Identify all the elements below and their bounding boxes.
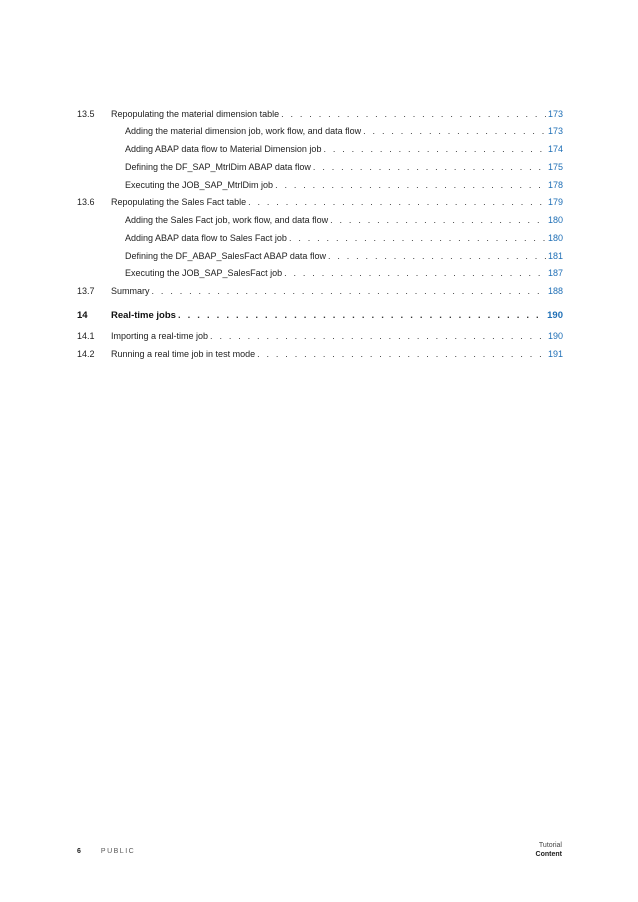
dot-leader <box>152 285 546 297</box>
toc-entry[interactable] <box>77 348 563 360</box>
toc-chapter-page-link[interactable]: 190 <box>547 310 563 321</box>
toc-entry-page-link[interactable]: 191 <box>547 349 563 359</box>
toc-entry[interactable] <box>77 179 563 191</box>
page-footer-left <box>77 848 135 855</box>
dot-leader <box>328 250 546 262</box>
toc-entry-title: Adding ABAP data flow to Sales Fact job <box>125 233 287 243</box>
toc-entry-title: Executing the JOB_SAP_MtrlDim job <box>125 180 274 190</box>
dot-leader <box>323 143 546 155</box>
toc-entry-page-link[interactable]: 173 <box>547 109 563 119</box>
toc-entry[interactable] <box>77 285 563 297</box>
toc-entry-page-link[interactable]: 175 <box>547 162 563 172</box>
toc-entry-page-link[interactable]: 173 <box>547 126 563 136</box>
toc-entry[interactable] <box>77 196 563 208</box>
dot-leader <box>313 161 546 173</box>
toc-entry-title: Repopulating the Sales Fact table <box>111 197 247 207</box>
toc-entry[interactable] <box>77 250 563 262</box>
toc-entry-title: Defining the DF_SAP_MtrlDim ABAP data flow <box>125 162 311 172</box>
toc-chapter-entry[interactable] <box>77 310 563 322</box>
toc-entry[interactable] <box>77 267 563 279</box>
toc-entry-title: Executing the JOB_SAP_SalesFact job <box>125 268 283 278</box>
toc-chapter-title: Real-time jobs <box>111 310 176 321</box>
toc-entry-page-link[interactable]: 188 <box>547 286 563 296</box>
toc-entry-title: Defining the DF_ABAP_SalesFact ABAP data flow <box>125 251 326 261</box>
section-name: Content <box>535 851 562 858</box>
toc-entry-number: 14.2 <box>77 349 95 359</box>
toc-entry-title: Importing a real-time job <box>111 331 209 341</box>
toc-entry-page-link[interactable]: 178 <box>547 180 563 190</box>
toc-entry-page-link[interactable]: 190 <box>547 331 563 341</box>
toc-entry-number: 13.6 <box>77 197 95 207</box>
toc-entry-page-link[interactable]: 180 <box>547 233 563 243</box>
dot-leader <box>257 348 546 360</box>
toc-entry-title: Repopulating the material dimension table <box>111 109 280 119</box>
dot-leader <box>330 214 546 226</box>
dot-leader <box>281 108 546 120</box>
dot-leader <box>284 267 546 279</box>
toc-entry[interactable] <box>77 125 563 137</box>
toc-entry-page-link[interactable]: 187 <box>547 268 563 278</box>
document-type: Tutorial <box>538 842 562 849</box>
dot-leader <box>210 330 546 342</box>
toc-entry-number: 13.7 <box>77 286 95 296</box>
dot-leader <box>248 196 546 208</box>
toc-entry-page-link[interactable]: 174 <box>547 144 563 154</box>
page-footer-right <box>536 841 562 859</box>
toc-entry-title: Adding ABAP data flow to Material Dimension job <box>125 144 322 154</box>
toc-entry-page-link[interactable]: 179 <box>547 197 563 207</box>
toc-entry-title: Running a real time job in test mode <box>111 349 256 359</box>
toc-entry-number: 13.5 <box>77 109 95 119</box>
toc-entry[interactable] <box>77 214 563 226</box>
dot-leader <box>275 179 546 191</box>
toc-chapter-number: 14 <box>77 310 88 321</box>
toc-entry-page-link[interactable]: 181 <box>547 251 563 261</box>
classification-label: PUBLIC <box>100 848 136 855</box>
toc-entry[interactable] <box>77 161 563 173</box>
dot-leader <box>363 125 546 137</box>
dot-leader <box>289 232 546 244</box>
toc-entry-title: Adding the material dimension job, work flow, and data flow <box>125 126 362 136</box>
dot-leader <box>178 310 545 322</box>
page-number: 6 <box>77 848 81 855</box>
toc-entry[interactable] <box>77 232 563 244</box>
toc-entry[interactable] <box>77 108 563 120</box>
toc-entry[interactable] <box>77 330 563 342</box>
toc-entry-title: Adding the Sales Fact job, work flow, and data flow <box>125 215 329 225</box>
toc-entry-title: Summary <box>111 286 150 296</box>
toc-entry[interactable] <box>77 143 563 155</box>
toc-entry-number: 14.1 <box>77 331 95 341</box>
toc-entry-page-link[interactable]: 180 <box>547 215 563 225</box>
